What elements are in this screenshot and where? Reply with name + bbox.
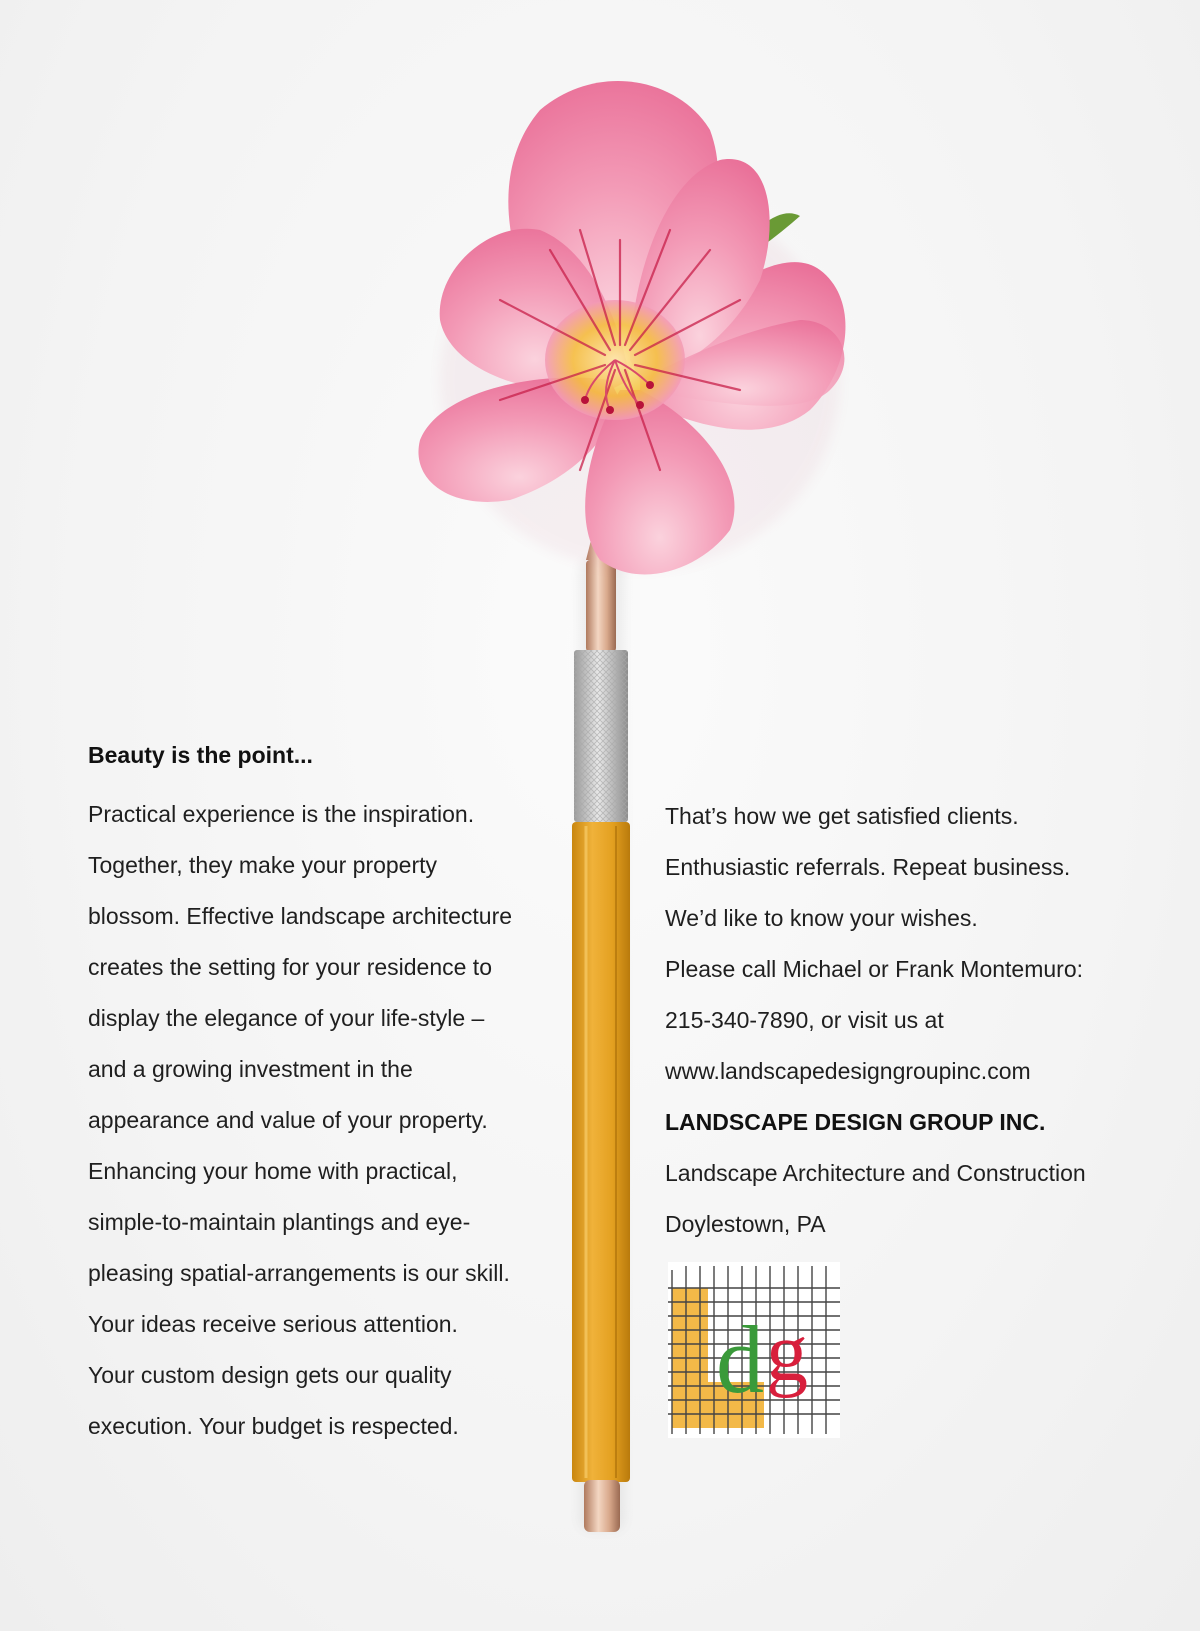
left-line: pleasing spatial-arrangements is our skill.	[88, 1260, 510, 1286]
phone-line: 215-340-7890, or visit us at	[665, 1007, 944, 1033]
left-line: Together, they make your property	[88, 852, 438, 878]
pencil-body	[572, 822, 630, 1482]
right-line: That’s how we get satisfied clients.	[665, 803, 1019, 829]
left-line: Your custom design gets our quality	[88, 1362, 452, 1388]
left-line: display the elegance of your life-style –	[88, 1005, 485, 1031]
right-line: We’d like to know your wishes.	[665, 905, 978, 931]
left-line: simple-to-maintain plantings and eye-	[88, 1209, 471, 1235]
ldg-logo	[668, 1262, 840, 1438]
pencil-ferrule	[586, 560, 616, 652]
left-line: Enhancing your home with practical,	[88, 1158, 458, 1184]
left-line: execution. Your budget is respected.	[88, 1413, 459, 1439]
company-name: LANDSCAPE DESIGN GROUP INC.	[665, 1109, 1046, 1135]
logo-d-letter: d	[716, 1306, 764, 1413]
left-line: and a growing investment in the	[88, 1056, 413, 1082]
left-text-column	[88, 738, 568, 1452]
left-line: Your ideas receive serious attention.	[88, 1311, 458, 1337]
right-line: Please call Michael or Frank Montemuro:	[665, 956, 1083, 982]
headline: Beauty is the point...	[88, 742, 313, 768]
left-line: blossom. Effective landscape architecture	[88, 903, 513, 929]
left-line: creates the setting for your residence to	[88, 954, 492, 980]
company-location: Doylestown, PA	[665, 1211, 826, 1237]
company-tagline: Landscape Architecture and Construction	[665, 1160, 1086, 1186]
left-line: Practical experience is the inspiration.	[88, 801, 475, 827]
pencil-end-cap	[584, 1480, 620, 1532]
right-text-column	[665, 791, 1165, 1250]
logo-g-letter: g	[766, 1306, 808, 1399]
right-line: Enthusiastic referrals. Repeat business.	[665, 854, 1071, 880]
website-link[interactable]: www.landscapedesigngroupinc.com	[665, 1058, 1031, 1084]
left-line: appearance and value of your property.	[88, 1107, 488, 1133]
